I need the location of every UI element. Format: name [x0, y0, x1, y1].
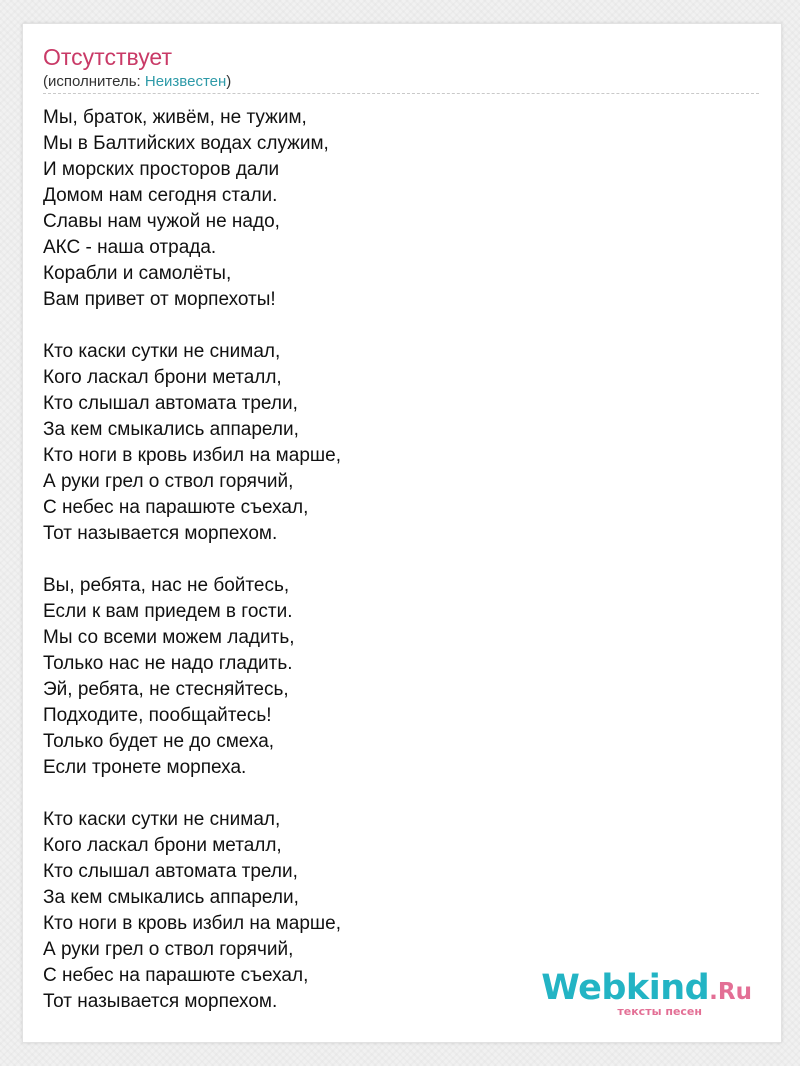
- lyrics-stanza: [43, 105, 743, 313]
- lyrics-line: Мы в Балтийских водах служим,: [43, 133, 329, 154]
- lyrics-body: [43, 105, 743, 1041]
- lyrics-line: Кого ласкал брони металл,: [43, 367, 282, 388]
- header-divider: [43, 93, 759, 94]
- lyrics-line: Тот называется морпехом.: [43, 523, 278, 544]
- lyrics-line: Домом нам сегодня стали.: [43, 185, 278, 206]
- artist-suffix: ): [226, 73, 232, 90]
- lyrics-line: Только нас не надо гладить.: [43, 653, 293, 674]
- lyrics-line: Тот называется морпехом.: [43, 991, 278, 1012]
- lyrics-line: Кто слышал автомата трели,: [43, 393, 298, 414]
- lyrics-line: Если тронете морпеха.: [43, 757, 247, 778]
- lyrics-line: Кто каски сутки не снимал,: [43, 809, 281, 830]
- lyrics-line: Вам привет от морпехоты!: [43, 289, 276, 310]
- site-logo-name: Webkind: [541, 968, 710, 1008]
- lyrics-line: Только будет не до смеха,: [43, 731, 275, 752]
- lyrics-line: Кого ласкал брони металл,: [43, 835, 282, 856]
- lyrics-line: А руки грел о ствол горячий,: [43, 939, 294, 960]
- lyrics-line: А руки грел о ствол горячий,: [43, 471, 294, 492]
- lyrics-stanza: [43, 573, 743, 781]
- lyrics-line: Кто ноги в кровь избил на марше,: [43, 445, 341, 466]
- lyrics-line: Мы со всеми можем ладить,: [43, 627, 295, 648]
- lyrics-line: Если к вам приедем в гости.: [43, 601, 293, 622]
- lyrics-line: Кто слышал автомата трели,: [43, 861, 298, 882]
- lyrics-line: Мы, браток, живём, не тужим,: [43, 107, 307, 128]
- lyrics-line: Вы, ребята, нас не бойтесь,: [43, 575, 290, 596]
- lyrics-line: Подходите, пообщайтесь!: [43, 705, 272, 726]
- song-title: Отсутствует: [43, 44, 172, 70]
- lyrics-line: Кто каски сутки не снимал,: [43, 341, 281, 362]
- site-logo[interactable]: [541, 968, 752, 1020]
- lyrics-line: За кем смыкались аппарели,: [43, 419, 299, 440]
- lyrics-line: С небес на парашюте съехал,: [43, 497, 309, 518]
- lyrics-line: И морских просторов дали: [43, 159, 280, 180]
- artist-prefix: (исполнитель:: [43, 73, 145, 90]
- lyrics-line: За кем смыкались аппарели,: [43, 887, 299, 908]
- lyrics-line: Эй, ребята, не стесняйтесь,: [43, 679, 289, 700]
- lyrics-line: АКС - наша отрада.: [43, 237, 217, 258]
- lyrics-line: Корабли и самолёты,: [43, 263, 232, 284]
- site-logo-tagline: тексты песен: [617, 1005, 702, 1018]
- lyrics-line: Славы нам чужой не надо,: [43, 211, 280, 232]
- artist-info: [43, 73, 231, 91]
- site-logo-tld: .Ru: [709, 979, 752, 1005]
- lyrics-page: [22, 23, 782, 1043]
- lyrics-stanza: [43, 339, 743, 547]
- lyrics-line: Кто ноги в кровь избил на марше,: [43, 913, 341, 934]
- artist-link[interactable]: Неизвестен: [144, 73, 227, 90]
- lyrics-line: С небес на парашюте съехал,: [43, 965, 309, 986]
